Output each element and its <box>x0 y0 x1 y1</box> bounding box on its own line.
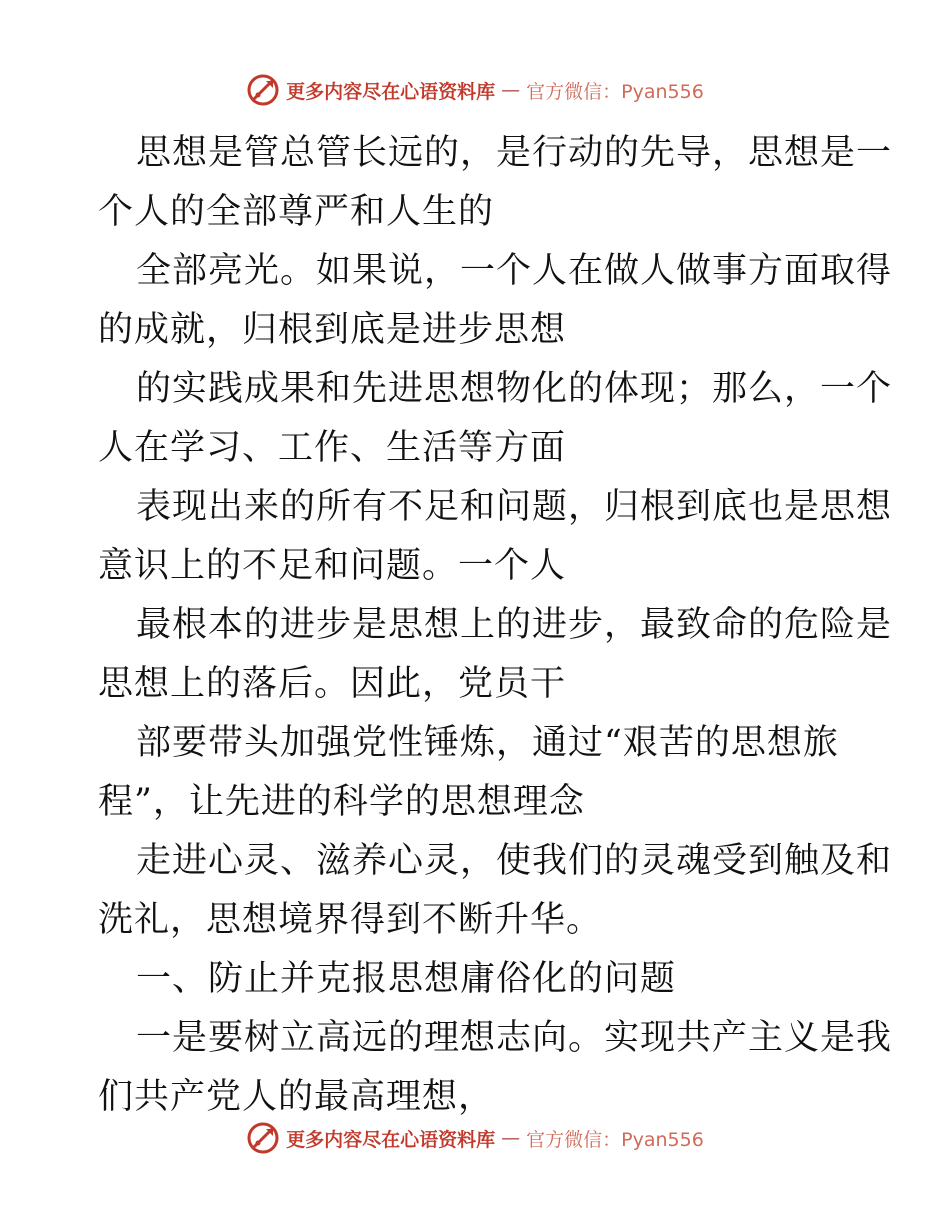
paragraph-line: 全部亮光。如果说，一个人在做人做事方面取得 <box>136 251 893 291</box>
paragraph-8 <box>98 1009 893 1127</box>
paragraph-5 <box>98 596 893 714</box>
paragraph-line: 人在学习、工作、生活等方面 <box>98 428 567 468</box>
paragraph-1 <box>98 124 893 242</box>
paragraph-line: 部要带头加强党性锤炼，通过“艰苦的思想旅 <box>136 723 839 763</box>
paragraph-line: 的实践成果和先进思想物化的体现；那么，一个 <box>136 369 893 409</box>
paragraph-line: 走进心灵、滋养心灵，使我们的灵魂受到触及和 <box>136 841 893 881</box>
paragraph-3 <box>98 360 893 478</box>
paragraph-line: 洗礼，思想境界得到不断升华。 <box>98 900 603 940</box>
header-banner <box>0 70 950 110</box>
paragraph-4 <box>98 478 893 596</box>
footer-wechat: 官方微信：Pyan556 <box>526 1128 704 1151</box>
paragraph-6 <box>98 714 854 832</box>
header-slogan: 更多内容尽在心语资料库 <box>286 80 496 103</box>
header-dash: — <box>501 79 521 101</box>
paragraph-line: 思想上的落后。因此，党员干 <box>98 664 567 704</box>
footer-dash: — <box>501 1127 521 1149</box>
quill-logo-icon <box>246 73 280 107</box>
paragraph-line: 程”，让先进的科学的思想理念 <box>98 782 585 822</box>
paragraph-line: 一是要树立高远的理想志向。实现共产主义是我 <box>136 1018 893 1058</box>
footer-banner <box>0 1118 950 1158</box>
heading-line: 一、防止并克报思想庸俗化的问题 <box>136 959 677 999</box>
paragraph-line: 表现出来的所有不足和问题，归根到底也是思想 <box>136 487 893 527</box>
paragraph-2 <box>98 242 893 360</box>
header-wechat: 官方微信：Pyan556 <box>526 80 704 103</box>
document-body <box>98 124 893 1127</box>
paragraph-line: 的成就，归根到底是进步思想 <box>98 310 567 350</box>
paragraph-line: 思想是管总管长远的，是行动的先导，思想是一 <box>136 133 893 173</box>
footer-slogan: 更多内容尽在心语资料库 <box>286 1128 496 1151</box>
paragraph-line: 个人的全部尊严和人生的 <box>98 192 495 232</box>
paragraph-line: 最根本的进步是思想上的进步，最致命的危险是 <box>136 605 893 645</box>
quill-logo-icon <box>246 1121 280 1155</box>
paragraph-line: 意识上的不足和问题。一个人 <box>98 546 567 586</box>
paragraph-line: 们共产党人的最高理想， <box>98 1077 495 1117</box>
section-heading <box>98 950 854 1009</box>
paragraph-7 <box>98 832 893 950</box>
